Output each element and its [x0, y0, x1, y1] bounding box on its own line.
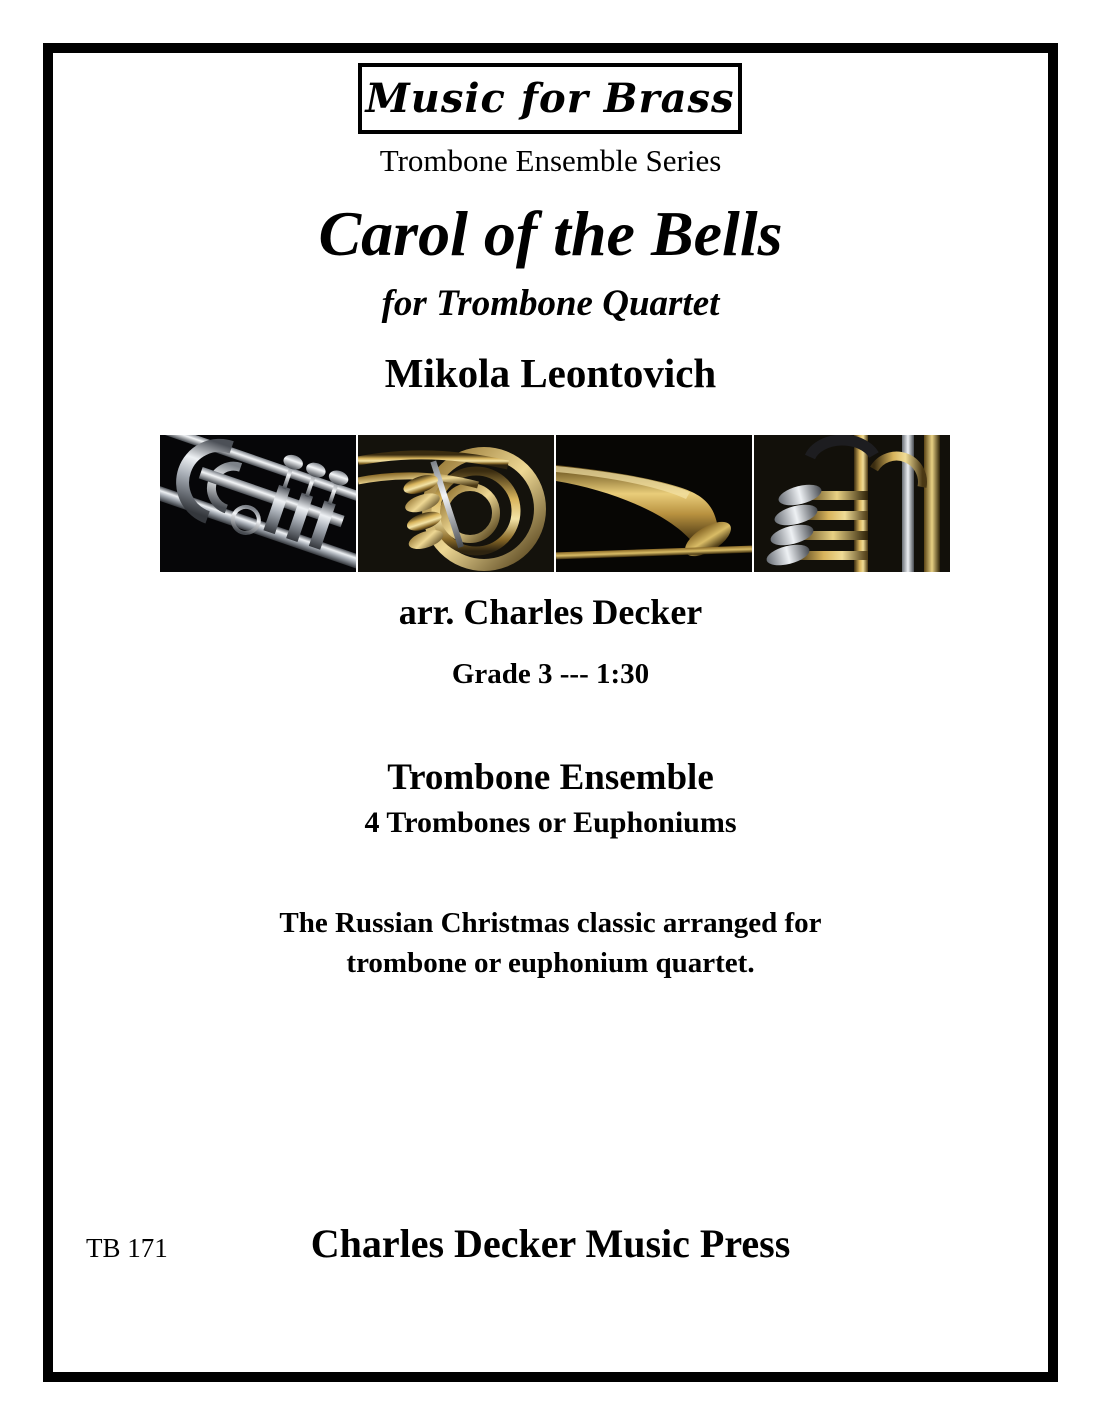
tuba-photo — [754, 435, 950, 572]
piece-title: Carol of the Bells — [318, 198, 783, 269]
instrumentation: 4 Trombones or Euphoniums — [364, 806, 737, 839]
composer-name: Mikola Leontovich — [384, 350, 717, 396]
catalog-number: TB 171 — [86, 1233, 168, 1263]
piece-subtitle: for Trombone Quartet — [381, 283, 720, 324]
ensemble-heading: Trombone Ensemble — [387, 757, 714, 798]
publisher-name: Charles Decker Music Press — [310, 1221, 791, 1266]
arranger-credit: arr. Charles Decker — [398, 592, 703, 632]
instrument-photo-strip — [160, 435, 948, 572]
trumpet-photo — [160, 435, 356, 572]
french-horn-photo — [358, 435, 554, 572]
series-title: Trombone Ensemble Series — [379, 143, 722, 178]
grade-duration: Grade 3 --- 1:30 — [451, 658, 650, 690]
description — [0, 903, 1101, 983]
description-line-1: The Russian Christmas classic arranged for — [279, 907, 822, 939]
brand-title: Music for Brass — [365, 75, 735, 122]
brand-box — [358, 63, 742, 134]
trombone-photo — [556, 435, 752, 572]
description-line-2: trombone or euphonium quartet. — [346, 947, 755, 979]
